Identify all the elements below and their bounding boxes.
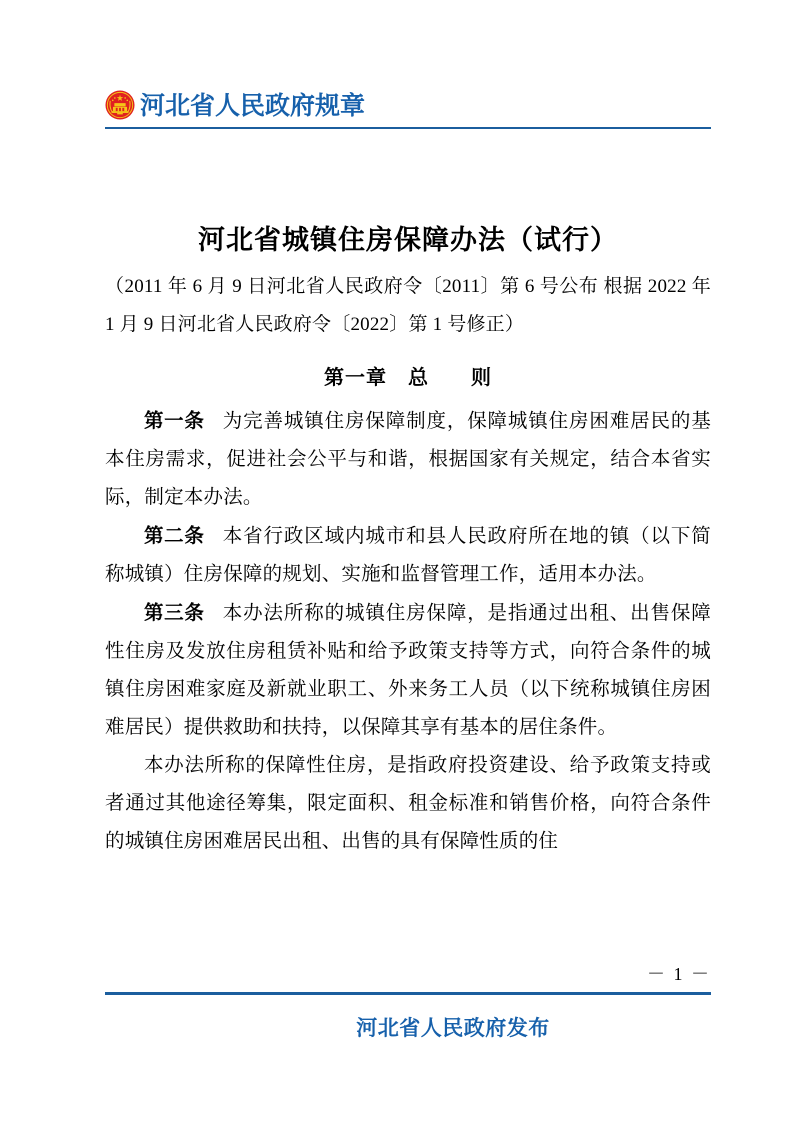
article-number: 第一条 <box>144 410 205 432</box>
trailing-paragraph: 本办法所称的保障性住房，是指政府投资建设、给予政策支持或者通过其他途径筹集，限定面积、租金标准和销售价格，向符合条件的城镇住房困难居民出租、出售的具有保障性质的住 <box>105 755 711 852</box>
masthead <box>105 82 711 130</box>
national-emblem-icon <box>105 90 135 120</box>
article-text: 为完善城镇住房保障制度，保障城镇住房困难居民的基本住房需求，促进社会公平与和谐，根据国家有关规定，结合本省实际，制定本办法。 <box>105 411 711 508</box>
article-text: 本省行政区域内城市和县人民政府所在地的镇（以下简称城镇）住房保障的规划、实施和监督管理工作，适用本办法。 <box>105 526 711 585</box>
header-divider <box>105 127 711 129</box>
article-paragraph <box>105 402 711 517</box>
document-body <box>105 268 711 861</box>
promulgation-note: （2011 年 6 月 9 日河北省人民政府令〔2011〕第 6 号公布 根据 2022 年 1 月 9 日河北省人民政府令〔2022〕第 1 号修正） <box>105 276 711 335</box>
article-text: 本办法所称的城镇住房保障，是指通过出租、出售保障性住房及发放住房租赁补贴和给予政策支持等方式，向符合条件的城镇住房困难家庭及新就业职工、外来务工人员（以下统称城镇住房困难居民）提供救助和扶持，以保障其享有基本的居住条件。 <box>105 603 711 738</box>
page-number: － 1 － <box>647 964 711 984</box>
masthead-title: 河北省人民政府规章 <box>140 91 366 120</box>
article-number: 第二条 <box>144 525 205 547</box>
issuer-label: 河北省人民政府发布 <box>356 1017 550 1040</box>
chapter-heading: 第一章 总 则 <box>324 367 492 389</box>
article-paragraph <box>105 594 711 747</box>
article-number: 第三条 <box>144 602 205 624</box>
article-paragraph <box>105 517 711 594</box>
page-title: 河北省城镇住房保障办法（试行） <box>198 225 618 256</box>
footer-divider <box>105 992 711 995</box>
